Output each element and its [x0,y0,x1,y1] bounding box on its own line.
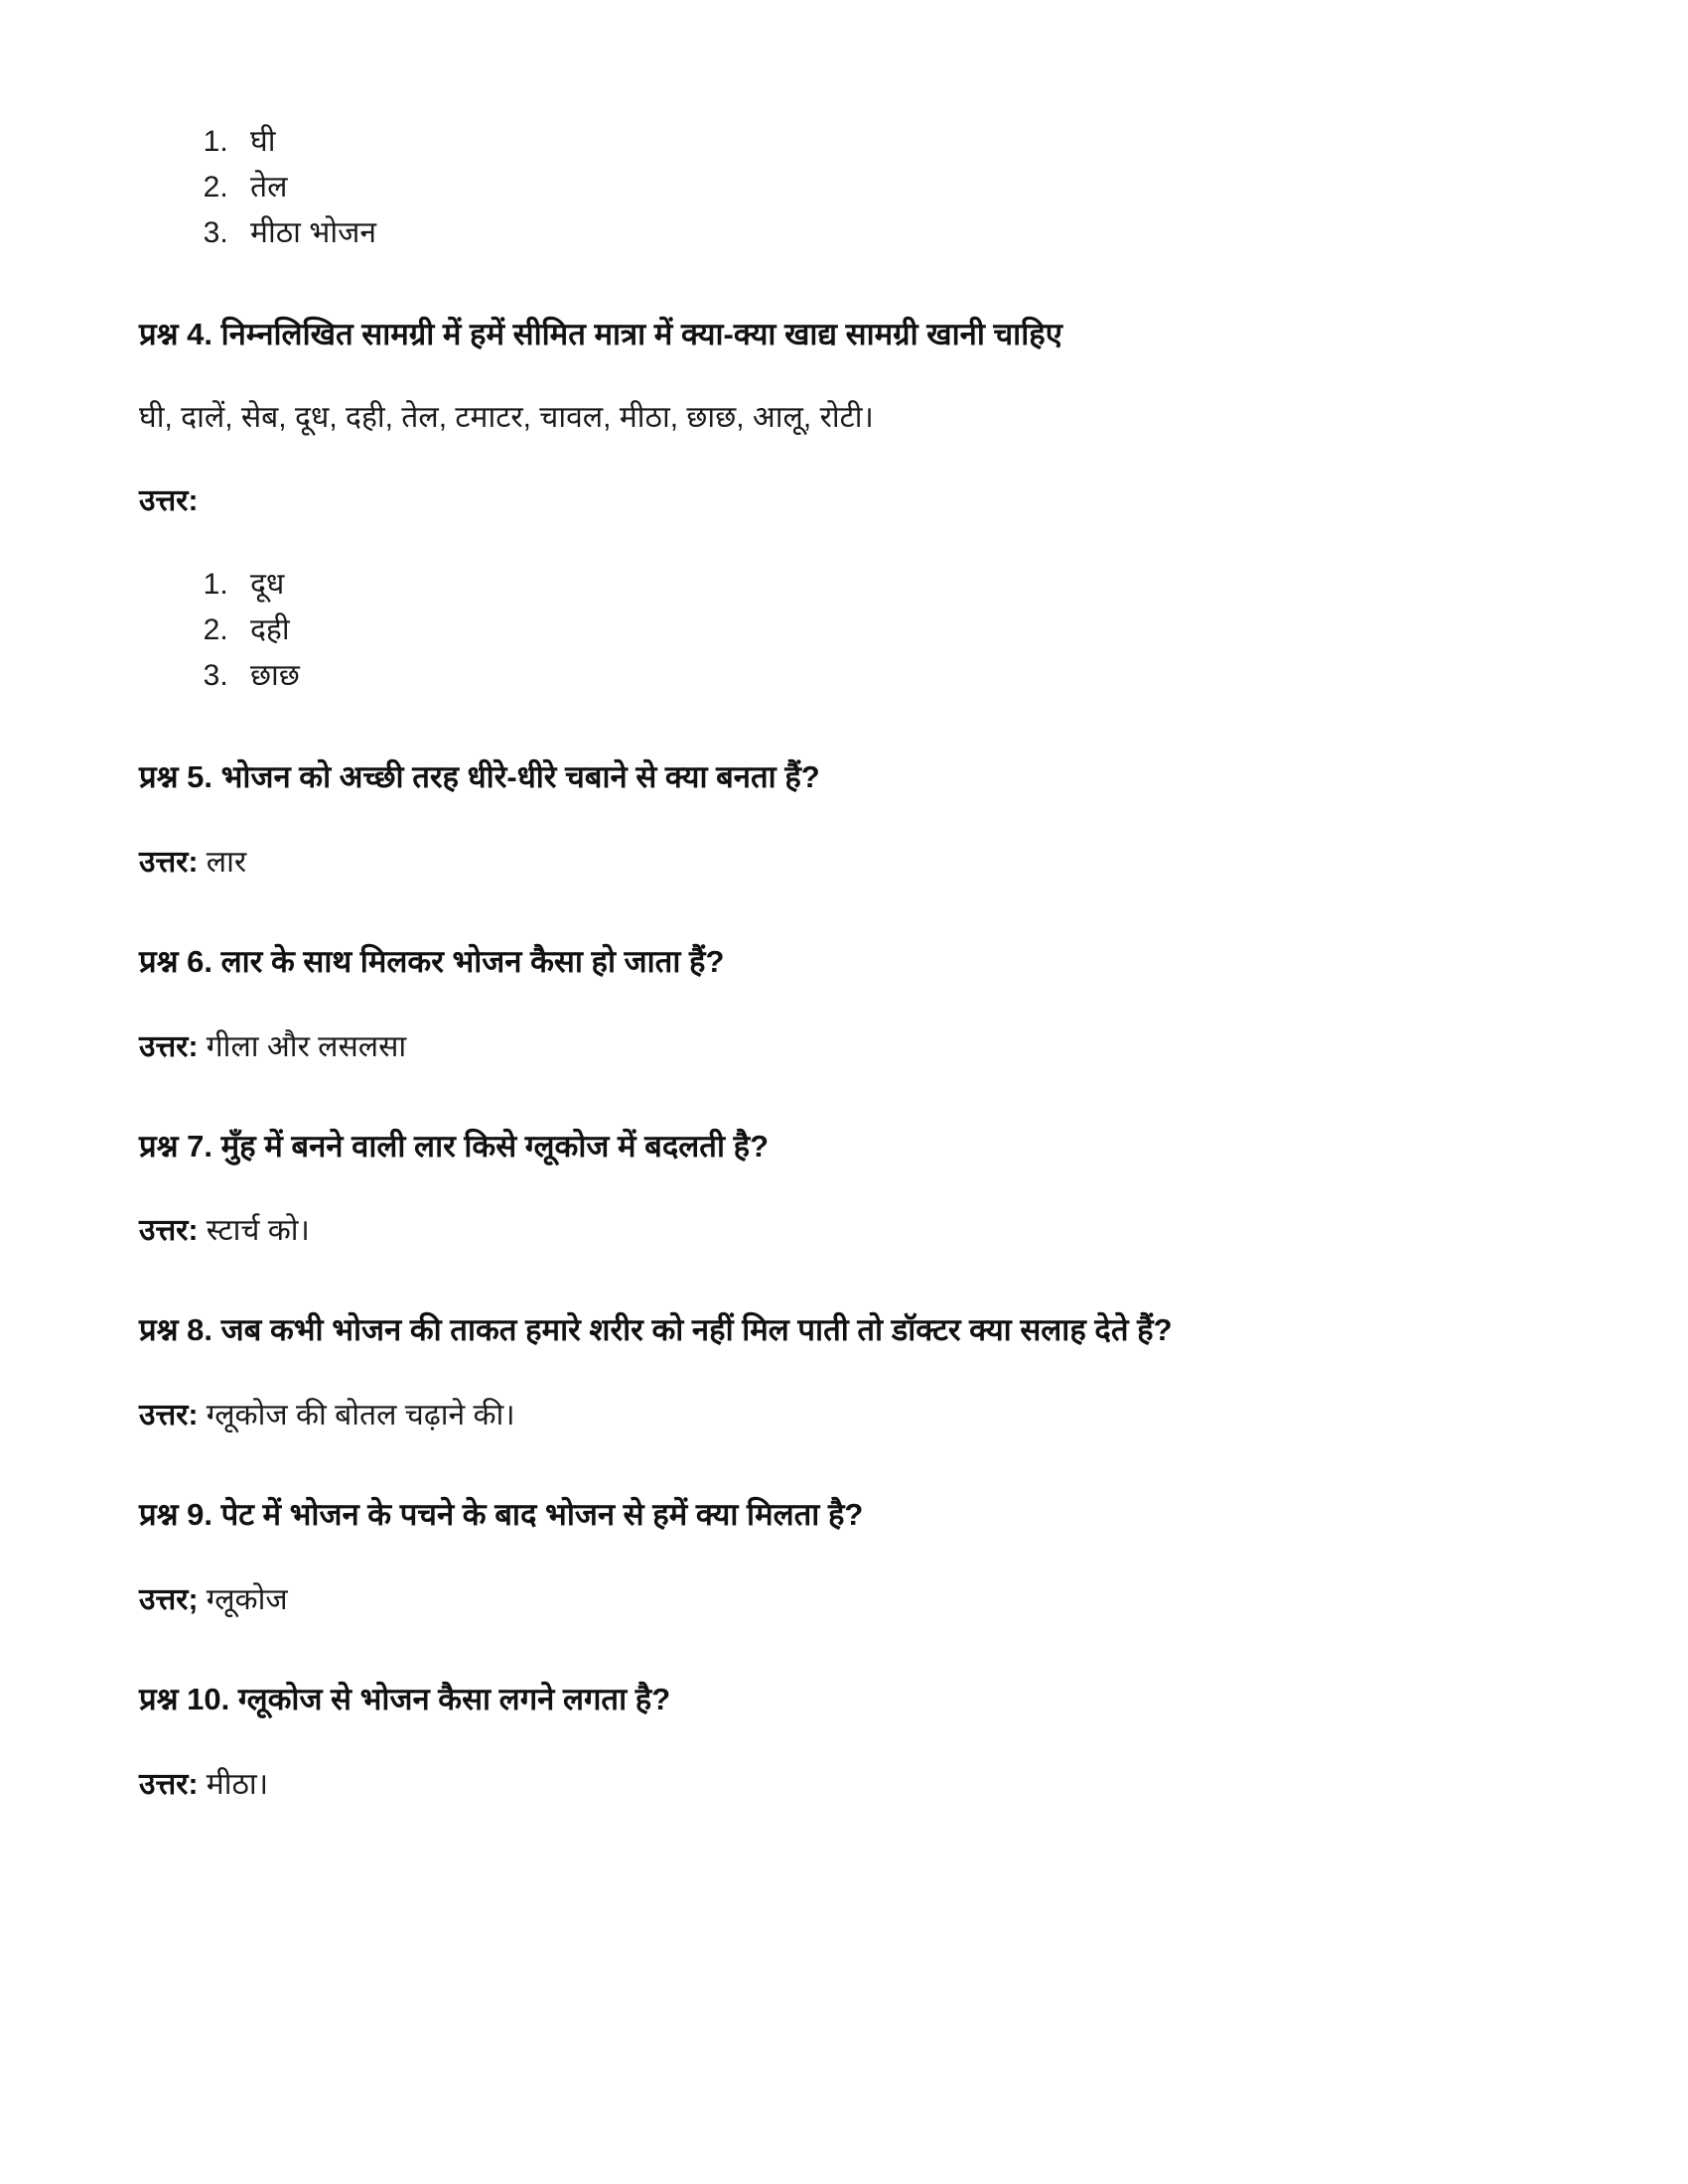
question-items-q4: घी, दालें, सेब, दूध, दही, तेल, टमाटर, चावल, मीठा, छाछ, आलू, रोटी। [139,400,874,434]
list-item: 2. दही [236,608,1519,653]
answer-q6 [139,1026,1519,1068]
question-heading-q6: प्रश्न 6. लार के साथ मिलकर भोजन कैसा हो जाता हैं? [139,943,725,979]
answer-label-text: उत्तर; [139,1583,199,1617]
spacer [139,1351,1519,1395]
spacer [139,1436,1519,1494]
answer-label-text: उत्तर: [139,483,199,517]
answer-q7 [139,1210,1519,1252]
answer-label-text: उत्तर: [139,1399,199,1433]
answer-label-text: उत्तर: [139,1029,199,1063]
answer-label-text: उत्तर: [139,1767,199,1801]
answer-label-text: उत्तर: [139,1214,199,1248]
answer-list-q4 [139,562,1519,699]
answer-body-text: ग्लूकोज की बोतल चढ़ाने की। [206,1399,515,1433]
list-item: 3. छाछ [236,653,1519,699]
spacer [139,1621,1519,1679]
spacer [139,522,1519,562]
spacer [139,699,1519,756]
question-heading-q9: प्रश्न 9. पेट में भोजन के पचने के बाद भोजन से हमें क्या मिलता है? [139,1497,864,1533]
answer-label-text: उत्तर: [139,845,199,879]
answer-q10 [139,1764,1519,1806]
question-heading-q4: प्रश्न 4. निम्नलिखित सामग्री में हमें सीमित मात्रा में क्या-क्या खाद्य सामग्री खानी चाहिए [139,317,1062,351]
spacer [139,884,1519,941]
question-heading-q8: प्रश्न 8. जब कभी भोजन की ताकत हमारे शरीर को नहीं मिल पाती तो डॉक्टर क्या सलाह देते हैं? [139,1312,1173,1348]
spacer [139,1068,1519,1126]
document-content [139,119,1519,1806]
list-item: 1. दूध [236,562,1519,608]
spacer [139,798,1519,842]
answer-q8 [139,1395,1519,1436]
spacer [139,1252,1519,1309]
intro-answer-list [139,119,1519,256]
spacer [139,983,1519,1026]
list-item: 3. मीठा भोजन [236,210,1519,256]
list-item: 1. घी [236,119,1519,165]
spacer [139,1720,1519,1764]
spacer [139,1536,1519,1579]
answer-q5 [139,842,1519,884]
spacer [139,1166,1519,1210]
answer-body-text: मीठा। [206,1767,269,1801]
spacer [139,439,1519,480]
answer-q9 [139,1579,1519,1621]
answer-body-text: लार [206,845,247,879]
answer-body-text: गीला और लसलसा [206,1029,407,1063]
answer-body-text: ग्लूकोज [206,1583,288,1617]
list-item: 2. तेल [236,165,1519,210]
spacer [139,355,1519,397]
answer-label-q4 [139,480,1519,522]
question-heading-q7: प्रश्न 7. मुँह में बनने वाली लार किसे ग्लूकोज में बदलती है? [139,1128,770,1163]
question-heading-q10: प्रश्न 10. ग्लूकोज से भोजन कैसा लगने लगता है? [139,1682,671,1717]
answer-body-text: स्टार्च को। [206,1214,310,1248]
question-heading-q5: प्रश्न 5. भोजन को अच्छी तरह धीरे-धीरे चबाने से क्या बनता हैं? [139,758,820,794]
spacer [139,256,1519,314]
